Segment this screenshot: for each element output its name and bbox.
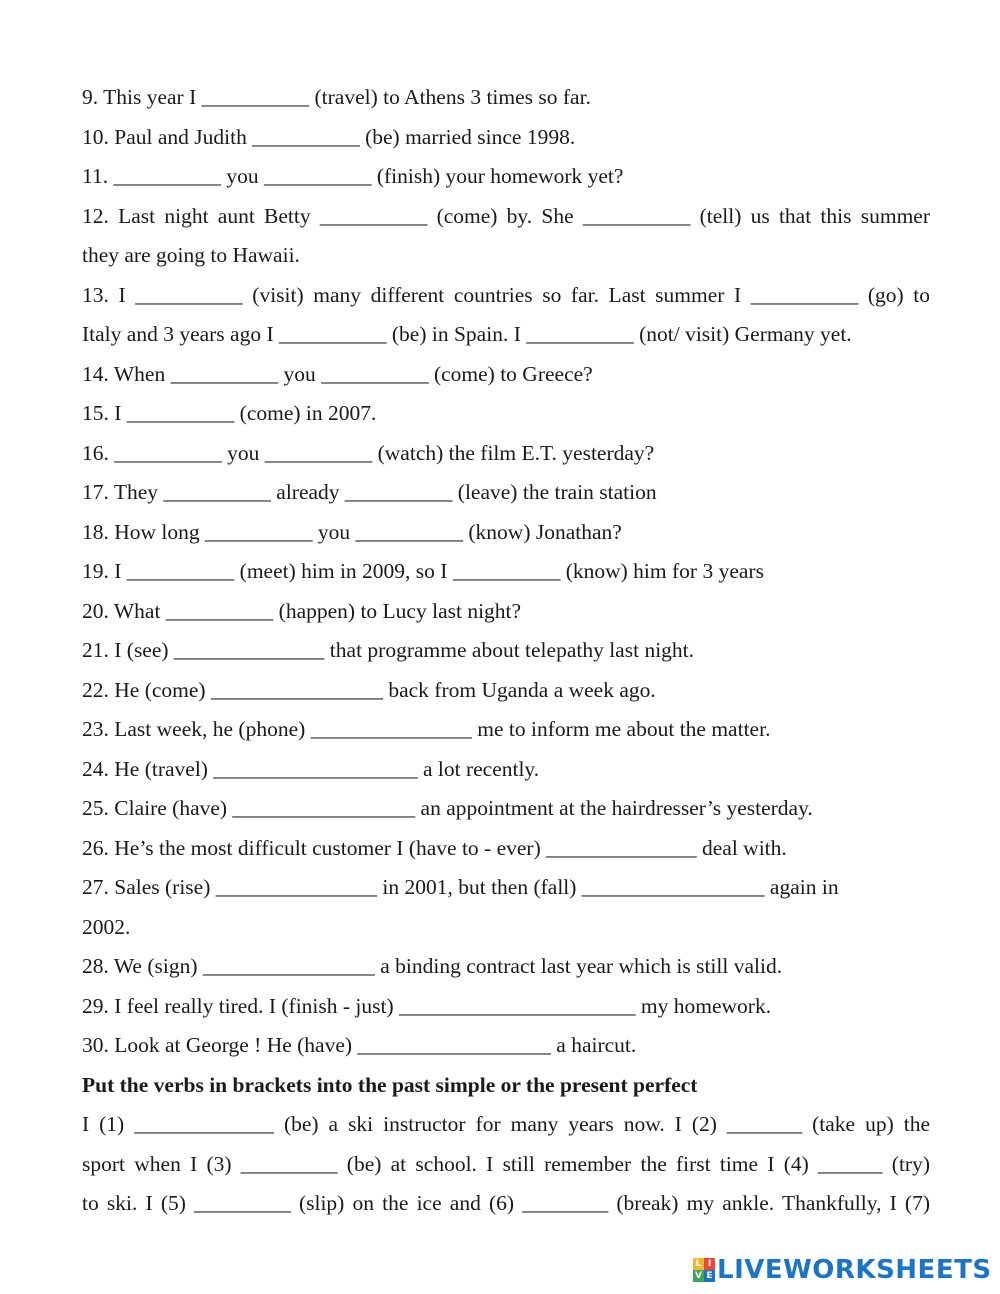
worksheet-body bbox=[82, 78, 930, 1224]
liveworksheets-logo bbox=[693, 1256, 992, 1284]
exercise-line: 17. They __________ already __________ (leave) the train station bbox=[82, 480, 657, 504]
exercise-line: 10. Paul and Judith __________ (be) married since 1998. bbox=[82, 124, 576, 149]
exercise-line: 15. I __________ (come) in 2007. bbox=[82, 401, 377, 425]
exercise-line: 21. I (see) ______________ that programme about telepathy last night. bbox=[82, 638, 695, 662]
exercise-line: sport when I (3) _________ (be) at school. I still remember the first time I (4) ______ (try) bbox=[82, 1151, 930, 1176]
logo-mark-tile: V bbox=[693, 1270, 704, 1282]
exercise-line: 30. Look at George ! He (have) __________________ a haircut. bbox=[82, 1033, 637, 1057]
exercise-line: 11. __________ you __________ (finish) your homework yet? bbox=[82, 164, 624, 188]
exercise-line: 25. Claire (have) _________________ an appointment at the hairdresser’s yesterday. bbox=[82, 796, 813, 820]
logo-text: LIVEWORKSHEETS bbox=[717, 1255, 992, 1285]
exercise-line: Italy and 3 years ago I __________ (be) in Spain. I __________ (not/ visit) Germany yet. bbox=[82, 322, 852, 346]
exercise-line: 2002. bbox=[82, 914, 131, 939]
exercise-line: to ski. I (5) _________ (slip) on the ice and (6) ________ (break) my ankle. Thankfully, I (7) bbox=[82, 1191, 930, 1215]
exercise-line: 13. I __________ (visit) many different countries so far. Last summer I __________ (go) to bbox=[82, 282, 930, 307]
exercise-line: 18. How long __________ you __________ (know) Jonathan? bbox=[82, 519, 622, 544]
exercise-line: 28. We (sign) ________________ a binding contract last year which is still valid. bbox=[82, 954, 783, 978]
exercise-line: 16. __________ you __________ (watch) the film E.T. yesterday? bbox=[82, 440, 655, 465]
exercise-line: 12. Last night aunt Betty __________ (come) by. She __________ (tell) us that this summer bbox=[82, 203, 930, 228]
logo-mark-tile: E bbox=[704, 1270, 715, 1282]
exercise-line: 9. This year I __________ (travel) to Athens 3 times so far. bbox=[82, 85, 591, 109]
exercise-line: I (1) _____________ (be) a ski instructor for many years now. I (2) _______ (take up) the bbox=[82, 1112, 930, 1136]
liveworksheets-logo-mark-icon bbox=[693, 1258, 715, 1282]
exercise-line: 29. I feel really tired. I (finish - just) ______________________ my homework. bbox=[82, 993, 772, 1018]
exercise-line: 22. He (come) ________________ back from Uganda a week ago. bbox=[82, 677, 656, 702]
section-instruction: Put the verbs in brackets into the past simple or the present perfect bbox=[82, 1072, 698, 1097]
exercise-line: they are going to Hawaii. bbox=[82, 243, 300, 267]
exercise-line: 14. When __________ you __________ (come) to Greece? bbox=[82, 361, 593, 386]
logo-mark-tile: I bbox=[704, 1258, 715, 1270]
logo-mark-tile: L bbox=[693, 1258, 704, 1270]
exercise-line: 20. What __________ (happen) to Lucy last night? bbox=[82, 598, 522, 623]
exercise-line: 19. I __________ (meet) him in 2009, so I __________ (know) him for 3 years bbox=[82, 559, 764, 583]
exercise-line: 27. Sales (rise) _______________ in 2001, but then (fall) _________________ again in bbox=[82, 875, 839, 899]
exercise-line: 24. He (travel) ___________________ a lot recently. bbox=[82, 756, 540, 781]
exercise-line: 23. Last week, he (phone) _______________ me to inform me about the matter. bbox=[82, 717, 771, 741]
exercise-line: 26. He’s the most difficult customer I (have to - ever) ______________ deal with. bbox=[82, 835, 787, 860]
